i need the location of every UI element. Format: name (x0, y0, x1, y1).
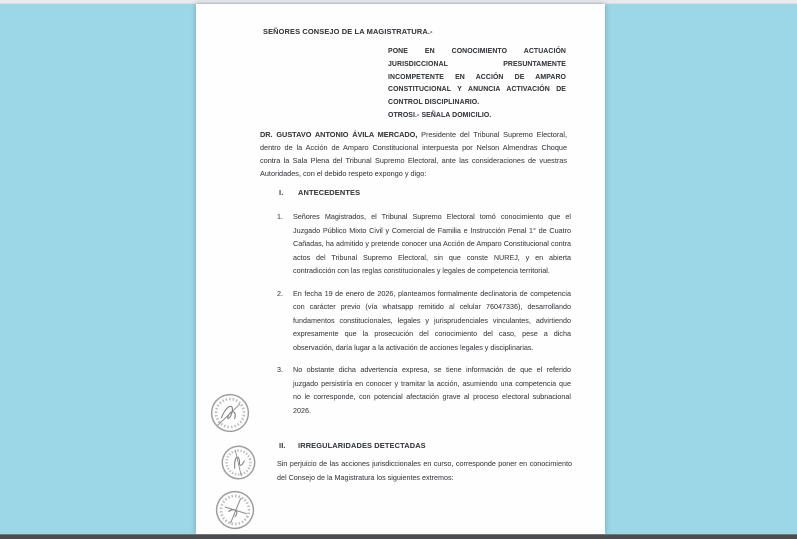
section-title: IRREGULARIDADES DETECTADAS (298, 441, 426, 450)
circular-seal-stamp-2 (215, 439, 262, 486)
irregularidades-intro-paragraph: Sin perjuicio de las acciones jurisdiccionales en curso, corresponde poner en conocimiento del Consejo de la Magistratura los siguientes extremos: (277, 459, 572, 482)
list-item (277, 363, 571, 417)
document-viewer-background (0, 4, 797, 534)
list-item (277, 287, 571, 355)
window-bottom-edge (0, 534, 797, 539)
list-item-text: No obstante dicha advertencia expresa, se tiene información de que el referido juzgado persistiría en conocer y tramitar la acción, asumiendo una competencia que no le corresponde, con potencial afectación grave al proceso electoral subnacional 2026. (293, 365, 571, 415)
subject-text: PONE EN CONOCIMIENTO ACTUACIÓN JURISDICCIONAL PRESUNTAMENTE INCOMPETENTE EN ACCIÓN DE AMPARO CONSTITUCIONAL Y ANUNCIA ACTIVACIÓN DE CONTROL DISCIPLINARIO. (388, 48, 566, 107)
section-number: I. (279, 188, 284, 197)
list-item-text: Señores Magistrados, el Tribunal Supremo Electoral tomó conocimiento que el Juzgado Público Mixto Civil y Comercial de Familia e Instrucción Penal 1° de Cuatro Cañadas, ha admitido y pretende conocer una Acción de Amparo Constitucional contra actos del Tribunal Supremo Electoral, sin que conste NUREJ, y en abierta contradicción con las reglas constitucionales y legales de competencia territorial. (293, 212, 571, 275)
circular-seal-stamp-1 (206, 389, 253, 436)
antecedentes-list (277, 210, 571, 426)
section-heading-antecedentes (279, 188, 360, 197)
list-item (277, 210, 571, 278)
otrosi-text: OTROSI.- SEÑALA DOMICILIO. (388, 111, 492, 119)
presenter-name: DR. GUSTAVO ANTONIO ÁVILA MERCADO, (260, 130, 418, 139)
list-item-text: En fecha 19 de enero de 2026, planteamos formalmente declinatoria de competencia con carácter previo (vía whatsapp remitido al celular 76047336), desarrollando fundamentos constitucionales, legales y jurisprudenciales vinculantes, advirtiendo expresamente que la prosecución del conocimiento del caso, pese a dicha observación, daría lugar a la activación de acciones legales y disciplinarias. (293, 288, 571, 352)
circular-seal-icon (207, 482, 263, 538)
section-heading-irregularidades (279, 441, 426, 450)
intro-paragraph (260, 128, 567, 180)
section-title: ANTECEDENTES (298, 188, 361, 197)
circular-seal-stamp-3 (207, 482, 263, 538)
list-item-number: 3. (277, 365, 283, 374)
document-page[interactable] (196, 4, 605, 534)
list-item-number: 2. (277, 288, 283, 298)
circular-seal-icon (215, 439, 262, 486)
intro-body-text: Presidente del Tribunal Supremo Electoral, dentro de la Acción de Amparo Constitucional interpuesta por Nelson Almendras Choque contra la Sala Plena del Tribunal Supremo Electoral, ante las consideraciones de vuestras Autoridades, con el debido respeto expongo y digo: (260, 130, 567, 178)
circular-seal-icon (206, 389, 253, 436)
section-number: II. (279, 441, 286, 450)
list-item-number: 1. (277, 212, 283, 221)
addressee-line: SEÑORES CONSEJO DE LA MAGISTRATURA.- (263, 27, 433, 36)
subject-block (388, 46, 566, 123)
